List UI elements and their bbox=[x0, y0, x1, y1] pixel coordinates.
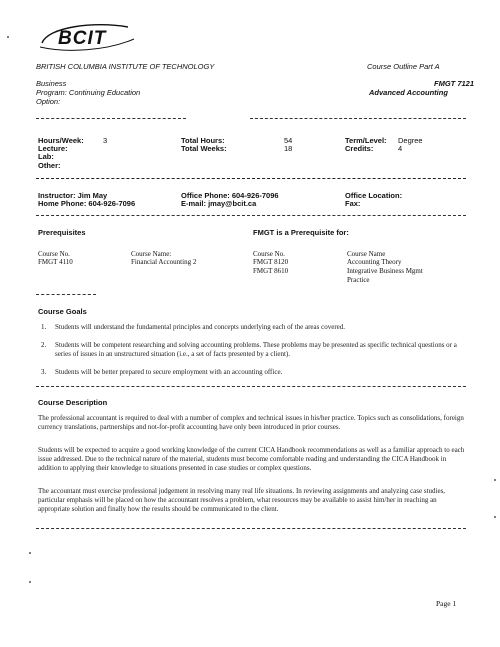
divider bbox=[36, 528, 466, 529]
course-code: FMGT 7121 bbox=[434, 79, 475, 88]
email-line: E-mail: jmay@bcit.ca bbox=[181, 199, 257, 208]
divider bbox=[36, 178, 466, 179]
divider bbox=[250, 118, 466, 119]
prereq-for-col-name: Course Name bbox=[347, 250, 386, 258]
lab-label: Lab: bbox=[38, 152, 54, 161]
bcit-logo bbox=[36, 19, 138, 55]
home-phone-line: Home Phone: 604-926-7096 bbox=[38, 199, 136, 208]
divider bbox=[36, 386, 466, 387]
scan-speck bbox=[29, 552, 31, 554]
outline-part: Course Outline Part A bbox=[367, 62, 440, 71]
office-phone-line: Office Phone: 604-926-7096 bbox=[181, 191, 279, 200]
total-hours-value: 54 bbox=[284, 136, 293, 145]
term-level-label: Term/Level: bbox=[345, 136, 387, 145]
course-title: Advanced Accounting bbox=[369, 88, 448, 97]
scan-speck bbox=[494, 479, 496, 481]
prereq-for-row-no: FMGT 8610 bbox=[253, 267, 289, 275]
goal-number: 1. bbox=[41, 323, 47, 331]
description-paragraph: The professional accountant is required to deal with a number of complex and technical issues in his/her practice. Topics such as consolidations, foreign currency translations, partnerships and not-for-profit accounting have only been introduced in prior courses. bbox=[38, 414, 464, 431]
prereq-for-row-name: Integrative Business Mgmt bbox=[347, 267, 423, 275]
prereq-for-col-no: Course No. bbox=[253, 250, 285, 258]
scan-speck bbox=[29, 581, 31, 583]
page-number: Page 1 bbox=[436, 599, 457, 608]
course-description-heading: Course Description bbox=[38, 398, 108, 407]
prereq-for-row-name-continued: Practice bbox=[347, 276, 370, 284]
program-name: Program: Continuing Education bbox=[36, 88, 141, 97]
logo-wordmark: BCIT bbox=[58, 28, 107, 49]
divider bbox=[36, 118, 186, 119]
prereq-col-no: Course No. bbox=[38, 250, 70, 258]
goal-number: 2. bbox=[41, 341, 47, 349]
credits-value: 4 bbox=[398, 144, 403, 153]
description-paragraph: Students will be expected to acquire a good working knowledge of the current CICA Handbook recommendations as well as a familiar approach to each issue addressed. Due to the technical nature of the material, students must become comfortable reading and understanding the CICA Handbook in addition to applying their knowledge to situations presented in case studies or complex questions. bbox=[38, 446, 465, 472]
prereq-row-name: Financial Accounting 2 bbox=[131, 258, 197, 266]
prereq-for-row-name: Accounting Theory bbox=[347, 258, 402, 266]
prerequisites-heading: Prerequisites bbox=[38, 228, 86, 237]
divider bbox=[36, 294, 96, 295]
prereq-row-no: FMGT 4110 bbox=[38, 258, 73, 266]
school-name: Business bbox=[36, 79, 67, 88]
prereq-for-row-no: FMGT 8120 bbox=[253, 258, 289, 266]
office-location-label: Office Location: bbox=[345, 191, 403, 200]
prereq-col-name: Course Name: bbox=[131, 250, 172, 258]
total-weeks-value: 18 bbox=[284, 144, 293, 153]
total-weeks-label: Total Weeks: bbox=[181, 144, 227, 153]
institute-name: BRITISH COLUMBIA INSTITUTE OF TECHNOLOGY bbox=[36, 62, 215, 71]
goal-text: Students will understand the fundamental principles and concepts underlying each of the areas covered. bbox=[55, 323, 346, 331]
lecture-label: Lecture: bbox=[38, 144, 68, 153]
prerequisite-for-heading: FMGT is a Prerequisite for: bbox=[253, 228, 349, 237]
credits-label: Credits: bbox=[345, 144, 374, 153]
description-paragraph: The accountant must exercise professional judgement in resolving many real life situations. In reviewing assignments and analyzing case studies, particular emphasis will be placed on how the accountant resolves a problem, what resources may be available to assist him/her in reaching an appropriate solution and finally how the results should be communicated to the client. bbox=[38, 487, 446, 513]
other-label: Other: bbox=[38, 161, 61, 170]
scan-speck bbox=[7, 36, 9, 38]
total-hours-label: Total Hours: bbox=[181, 136, 225, 145]
goal-text: Students will be competent researching and solving accounting problems. These problems may be presented as specific technical questions or a series of issues in an unstructured situation (i.e., a set of facts presented by a client). bbox=[55, 341, 457, 358]
divider bbox=[36, 215, 466, 216]
term-level-value: Degree bbox=[398, 136, 423, 145]
goal-number: 3. bbox=[41, 368, 47, 376]
goal-text: Students will be better prepared to secure employment with an accounting office. bbox=[55, 368, 283, 376]
option-label: Option: bbox=[36, 97, 61, 106]
hours-week-label: Hours/Week: bbox=[38, 136, 84, 145]
fax-label: Fax: bbox=[345, 199, 361, 208]
hours-week-value: 3 bbox=[103, 136, 108, 145]
course-goals-heading: Course Goals bbox=[38, 307, 87, 316]
instructor-line: Instructor: Jim May bbox=[38, 191, 108, 200]
scan-speck bbox=[494, 516, 496, 518]
